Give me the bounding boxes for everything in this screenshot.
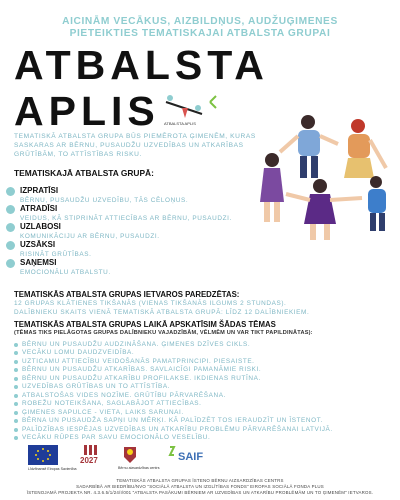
topic-title: IZPRATĪSI (20, 186, 59, 195)
list-item: BĒRNU UN PUSAUDŽU ATKARĪBU PROFILAKSE. IKDIENAS RUTĪNA. (14, 375, 333, 383)
year-text: 2027 (80, 456, 98, 465)
themes-subtitle: (TĒMAS TIKS PIELĀGOTAS GRUPAS DALĪBNIEKU VAJADZĪBĀM, VĒLMĒM UN VAR TIKT PAPILDINĀTAS): (14, 330, 313, 336)
topic-title: UZLABOSI (20, 222, 61, 231)
topic-title: SAŅEMSI (20, 258, 57, 267)
footer-line-2: SADARBĪBĀ AR BIEDRĪBU/NVO "SOCIĀLĀ ATBALSTA UN IZGLĪTĪBAS FONDS" EIROPAS SOCIĀLĀ FONDA PLUS (76, 484, 324, 489)
topic-desc: VEIDUS, KĀ STIPRINĀT ATTIECĪBAS AR BĒRNU, PUSAUDZI. (20, 215, 232, 222)
list-item: ATBALSTOŠAS VIDES NOZĪME. GRŪTĪBU PĀRVARĒŠANA. (14, 392, 333, 400)
list-item: PALĪDZĪBAS IESPĒJAS UZVEDĪBAS UN ATKARĪBU PROBLĒMU PĀRVARĒŠANAI LATVIJĀ. (14, 426, 333, 434)
eu-caption: Līdzfinansē Eiropas Savienība (28, 467, 77, 471)
list-item: BĒRNU UN PUSAUDŽU ATKARĪBAS. SAVLAICĪGI PAMANĀMIE RISKI. (14, 366, 333, 374)
coat-of-arms-icon (124, 447, 136, 463)
footer-line-1: TEMATISKĀS ATBALSTA GRUPAS ĪSTENO BĒRNU AIZSARDZĪBAS CENTRS (116, 478, 284, 483)
list-item: BĒRNU UN PUSAUDŽU AUDZINĀŠANA. ĢIMENES DZĪVES CIKLS. (14, 341, 333, 349)
list-item: BĒRNA UN PUSAUDŽA SAPŅI UN MĒRĶI. KĀ PALĪDZĒT TOS IERAUDZĪT UN ĪSTENOT. (14, 417, 333, 425)
topic-desc: KOMUNIKĀCIJU AR BĒRNU, PUSAUDZI. (20, 233, 160, 240)
gov-caption: Bērnu aizsardzības centrs (118, 466, 160, 470)
themes-list (14, 341, 333, 442)
list-item: ĢIMENES SAPULCE - VIETA, LAIKS SARUNAI. (14, 409, 333, 417)
list-item: VECĀKU LOMU DAUDZVEIDĪBA. (14, 349, 333, 357)
title-line-2: APLIS (14, 88, 160, 134)
bullet-dot-icon (6, 241, 15, 250)
logo-caption: ATBALSTA APLIS (164, 121, 196, 126)
topic-title: ATRADĪSI (20, 204, 58, 213)
intro-text: TEMATISKĀ ATBALSTA GRUPA BŪS PIEMĒROTA ĢIMENĒM, KURAS SASKARAS AR BĒRNU, PUSAUDŽU UZVEDĪBAS UN ATKARĪBAS GRŪTĪBĀM, TO ATTĪSTĪBAS RISKU. (14, 133, 256, 158)
header-line-1: AICINĀM VECĀKUS, AIZBILDŅUS, AUDŽUĢIMENES (62, 16, 338, 27)
organization-line: 12 GRUPAS KLĀTIENES TIKŠANĀS (VIENAS TIKŠANĀS ILGUMS 2 STUNDAS). (14, 300, 287, 307)
bullet-dot-icon (6, 187, 15, 196)
eu-flag-icon (28, 445, 58, 465)
organization-title: TEMATISKĀS ATBALSTA GRUPAS IETVAROS PAREDZĒTAS: (14, 290, 240, 299)
themes-title: TEMATISKĀS ATBALSTA GRUPAS LAIKĀ APSKATĪSIM ŠĀDAS TĒMAS (14, 320, 276, 329)
list-item: ROBEŽU NOTEIKŠANA, SAGLABĀJOT ATTIECĪBAS. (14, 400, 333, 408)
topic-desc: RISINĀT GRŪTĪBAS. (20, 251, 92, 258)
topic-desc: EMOCIONĀLU ATBALSTU. (20, 269, 111, 276)
bullet-dot-icon (6, 205, 15, 214)
topic-title: UZSĀKSI (20, 240, 56, 249)
footer-line-3: ĪSTENOJAMĀ PROJEKTA NR. 4.3.6.5/1/24/I/001 "ATBALSTA PASĀKUMI BĒRNIEM AR UZVEDĪBAS UN ATKARĪBU PROBLĒMĀM UN TO ĢIMENĒM" IETVAROS. (26, 490, 374, 495)
title-line-1: ATBALSTA (14, 42, 269, 88)
bullet-dot-icon (6, 223, 15, 232)
topic-desc: BĒRNU, PUSAUDŽU UZVEDĪBU, TĀS CĒLOŅUS. (20, 197, 189, 204)
list-item: UZVEDĪBAS GRŪTĪBAS UN TO ATTĪSTĪBA. (14, 383, 333, 391)
list-item: VECĀKU RŪPES PAR SAVU EMOCIONĀLO VESELĪBU. (14, 434, 333, 442)
saif-text: SAIF (178, 451, 204, 463)
topics-title: TEMATISKAJĀ ATBALSTA GRUPĀ: (14, 168, 154, 178)
saif-logo-icon (170, 447, 174, 455)
header-line-2: PIETEIKTIES TEMATISKAJAI ATBALSTA GRUPAI (69, 28, 331, 39)
footer-logos (0, 443, 400, 473)
list-item: UZTICAMU ATTIECĪBU VEIDOŠANĀS PAMATPRINCIPI. PIESAISTE. (14, 358, 333, 366)
latvia-2027-logo-icon (84, 445, 97, 455)
people-circle-illustration-icon (258, 112, 400, 244)
organization-line: DALĪBNIEKU SKAITS VIENĀ TEMATISKĀ ATBALSTA GRUPĀ: LĪDZ 12 DALĪBNIEKIEM. (14, 309, 310, 316)
bullet-dot-icon (6, 259, 15, 268)
seesaw-logo-icon (162, 92, 222, 128)
